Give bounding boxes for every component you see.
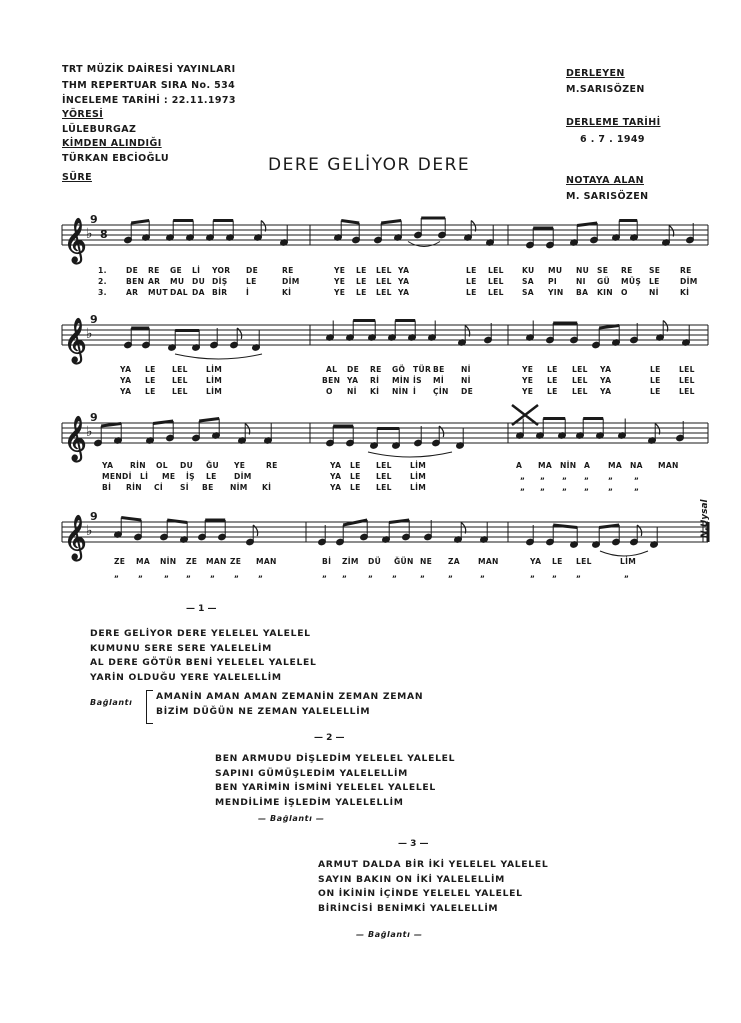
lyric-syllable: DU bbox=[192, 277, 206, 286]
lyric-syllable: DÜ bbox=[368, 557, 382, 566]
lyric-syllable: „ bbox=[608, 472, 614, 481]
verse-2-number: — 2 — bbox=[314, 733, 345, 743]
lyric-syllable: RE bbox=[621, 266, 633, 275]
lyric-syllable: YA bbox=[398, 277, 410, 286]
lyric-syllable: DİM bbox=[282, 277, 300, 286]
lyric-syllable: SE bbox=[649, 266, 661, 275]
lyric-syllable: YE bbox=[234, 461, 246, 470]
lyric-syllable: LEL bbox=[576, 557, 592, 566]
lyric-syllable: LE bbox=[145, 376, 156, 385]
source: TÜRKAN EBCİOĞLU bbox=[62, 153, 170, 164]
verse-2-line: MENDİLİME İŞLEDİM YALELELLİM bbox=[215, 796, 404, 808]
lyric-syllable: ÇİN bbox=[433, 387, 449, 396]
lyric-syllable: LEL bbox=[488, 288, 504, 297]
verse-3-line: SAYIN BAKIN ON İKİ YALELELLİM bbox=[318, 873, 505, 885]
verse-3-line: ARMUT DALDA BİR İKİ YELELEL YALELEL bbox=[318, 859, 549, 870]
lyric-syllable: Nİ bbox=[461, 376, 471, 385]
lyric-syllable: Nİ bbox=[347, 387, 357, 396]
lyric-syllable: YE bbox=[522, 387, 534, 396]
lyric-syllable: SE bbox=[597, 266, 609, 275]
lyric-syllable: ME bbox=[162, 472, 176, 481]
lyric-syllable: MENDİ bbox=[102, 472, 132, 481]
verse-3-number-value: 3 bbox=[410, 839, 417, 849]
verse-1-line: AL DERE GÖTÜR BENİ YELELEL YALELEL bbox=[90, 657, 317, 669]
flat-key-icon: ♭ bbox=[86, 424, 93, 440]
lyric-syllable: LE bbox=[350, 483, 361, 492]
lyric-syllable: DAL bbox=[170, 288, 188, 297]
lyric-syllable: YA bbox=[330, 472, 342, 481]
duration-label: SÜRE bbox=[62, 172, 92, 183]
lyric-syllable: LEL bbox=[679, 376, 695, 385]
lyric-syllable: A bbox=[584, 461, 591, 470]
lyric-syllable: „ bbox=[210, 570, 216, 579]
lyric-syllable: LEL bbox=[376, 266, 392, 275]
lyric-syllable: „ bbox=[624, 570, 630, 579]
lyric-syllable: YE bbox=[334, 288, 346, 297]
verse-2 bbox=[215, 752, 455, 810]
lyric-syllable: „ bbox=[368, 570, 374, 579]
lyric-syllable: „ bbox=[608, 483, 614, 492]
lyric-syllable: Nİ bbox=[461, 365, 471, 374]
lyric-syllable: LEL bbox=[172, 365, 188, 374]
time-signature: 9 bbox=[90, 213, 98, 226]
lyric-syllable: LİM bbox=[206, 376, 223, 385]
lyric-syllable: LİM bbox=[410, 461, 427, 470]
lyric-syllable: SA bbox=[522, 288, 534, 297]
lyric-syllable: YA bbox=[600, 387, 612, 396]
lyric-syllable: LE bbox=[246, 277, 257, 286]
lyric-syllable: NİN bbox=[560, 461, 577, 470]
lyric-syllable: „ bbox=[234, 570, 240, 579]
lyric-syllable: RİN bbox=[130, 461, 146, 470]
lyric-syllable: LİM bbox=[620, 557, 637, 566]
lyric-syllable: Bİ bbox=[322, 557, 332, 566]
lyric-syllable: MAN bbox=[256, 557, 277, 566]
lyric-syllable: DA bbox=[192, 288, 205, 297]
lyric-syllable: MA bbox=[608, 461, 623, 470]
lyric-syllable: OL bbox=[156, 461, 168, 470]
lyric-syllable: LE bbox=[547, 376, 558, 385]
lyric-syllable: „ bbox=[164, 570, 170, 579]
lyric-syllable: ZA bbox=[448, 557, 460, 566]
lyric-syllable: LE bbox=[547, 365, 558, 374]
lyric-syllable: „ bbox=[186, 570, 192, 579]
verse-2-refrain-label: Bağlantı bbox=[270, 814, 313, 823]
lyric-syllable: „ bbox=[342, 570, 348, 579]
lyric-syllable: „ bbox=[258, 570, 264, 579]
region-label: YÖRESİ bbox=[62, 109, 104, 120]
lyric-syllable: RE bbox=[680, 266, 692, 275]
lyric-syllable: Bİ bbox=[102, 483, 112, 492]
flat-key-icon: ♭ bbox=[86, 523, 93, 539]
lyric-syllable: ĞU bbox=[206, 461, 219, 470]
lyric-syllable: LE bbox=[356, 266, 367, 275]
lyric-syllable: ZİM bbox=[342, 557, 359, 566]
lyric-syllable: 3. bbox=[98, 288, 107, 297]
flat-key-icon: ♭ bbox=[86, 226, 93, 242]
lyric-syllable: YA bbox=[330, 483, 342, 492]
lyric-syllable: YA bbox=[347, 376, 359, 385]
verse-2-line: SAPINI GÜMÜŞLEDİM YALELELLİM bbox=[215, 767, 408, 779]
lyric-syllable: DU bbox=[180, 461, 194, 470]
lyric-syllable: MUT bbox=[148, 288, 168, 297]
refrain-bracket bbox=[146, 690, 153, 724]
lyric-syllable: LE bbox=[650, 365, 661, 374]
lyric-syllable: BE bbox=[433, 365, 445, 374]
notation-label: NOTAYA ALAN bbox=[566, 175, 644, 186]
lyric-syllable: YA bbox=[330, 461, 342, 470]
lyric-syllable: RİN bbox=[126, 483, 142, 492]
compiler: M.SARISÖZEN bbox=[566, 84, 645, 95]
lyric-syllable: MÜŞ bbox=[621, 277, 642, 286]
lyric-syllable: DE bbox=[461, 387, 474, 396]
notation-author: M. SARISÖZEN bbox=[566, 191, 649, 202]
lyric-syllable: LİM bbox=[410, 483, 427, 492]
lyric-syllable: NİN bbox=[160, 557, 177, 566]
lyric-syllable: „ bbox=[520, 483, 526, 492]
lyric-syllable: YA bbox=[120, 365, 132, 374]
lyric-syllable: LE bbox=[350, 461, 361, 470]
lyric-syllable: „ bbox=[552, 570, 558, 579]
lyric-syllable: Rİ bbox=[370, 376, 380, 385]
lyric-syllable: LE bbox=[356, 277, 367, 286]
lyric-syllable: „ bbox=[520, 472, 526, 481]
publisher: TRT MÜZİK DAİRESİ YAYINLARI bbox=[62, 64, 236, 75]
lyric-syllable: A bbox=[516, 461, 523, 470]
refrain bbox=[156, 690, 423, 719]
lyric-syllable: DE bbox=[246, 266, 259, 275]
verse-3-refrain: — Bağlantı — bbox=[356, 930, 423, 939]
verse-3-line: ON İKİNİN İÇİNDE YELELEL YALELEL bbox=[318, 888, 523, 900]
lyric-syllable: YE bbox=[522, 376, 534, 385]
lyric-syllable: YA bbox=[120, 387, 132, 396]
lyric-syllable: RE bbox=[282, 266, 294, 275]
verse-3-line: BİRİNCİSİ BENİMKİ YALELELLİM bbox=[318, 902, 499, 914]
lyric-syllable: „ bbox=[392, 570, 398, 579]
lyric-syllable: LE bbox=[552, 557, 563, 566]
verse-1-line: KUMUNU SERE SERE YALELELİM bbox=[90, 642, 273, 654]
lyric-syllable: LE bbox=[206, 472, 217, 481]
lyric-syllable: AR bbox=[126, 288, 139, 297]
lyric-syllable: LEL bbox=[172, 376, 188, 385]
lyric-syllable: RE bbox=[148, 266, 160, 275]
lyric-syllable: Nİ bbox=[649, 288, 659, 297]
lyric-syllable: O bbox=[621, 288, 628, 297]
lyric-syllable: NİN bbox=[392, 387, 409, 396]
lyric-syllable: LEL bbox=[376, 277, 392, 286]
lyric-syllable: MAN bbox=[658, 461, 679, 470]
treble-clef-icon: 𝄞 bbox=[64, 318, 87, 362]
verse-1-line: YARİN OLDUĞU YERE YALELELLİM bbox=[90, 671, 282, 683]
lyric-syllable: „ bbox=[562, 483, 568, 492]
engraver-signature: N.Uysal bbox=[700, 499, 710, 538]
lyric-syllable: LE bbox=[466, 288, 477, 297]
time-signature: 9 bbox=[90, 313, 98, 326]
lyric-syllable: „ bbox=[540, 472, 546, 481]
lyric-syllable: LE bbox=[649, 277, 660, 286]
lyric-syllable: LE bbox=[350, 472, 361, 481]
lyric-syllable: ZE bbox=[230, 557, 242, 566]
time-signature: 9 bbox=[90, 411, 98, 424]
lyric-syllable: YA bbox=[600, 376, 612, 385]
lyric-syllable: GÖ bbox=[392, 365, 406, 374]
lyric-syllable: LİM bbox=[206, 365, 223, 374]
lyric-syllable: YA bbox=[102, 461, 114, 470]
compile-date: 6 . 7 . 1949 bbox=[580, 134, 645, 145]
lyric-syllable: DİŞ bbox=[212, 277, 228, 286]
lyric-syllable: YA bbox=[398, 266, 410, 275]
refrain-line: AMANİN AMAN AMAN ZEMANİN ZEMAN ZEMAN bbox=[156, 691, 424, 702]
lyric-syllable: LE bbox=[466, 266, 477, 275]
lyric-syllable: ZE bbox=[114, 557, 126, 566]
lyric-syllable: LEL bbox=[679, 387, 695, 396]
verse-2-number-value: 2 bbox=[326, 733, 333, 743]
lyric-syllable: BİR bbox=[212, 288, 228, 297]
lyric-syllable: RE bbox=[266, 461, 278, 470]
treble-clef-icon: 𝄞 bbox=[64, 218, 87, 262]
lyric-syllable: 1. bbox=[98, 266, 107, 275]
lyric-syllable: MİN bbox=[392, 376, 410, 385]
lyric-syllable: „ bbox=[576, 570, 582, 579]
verse-1 bbox=[90, 627, 317, 685]
compiler-label: DERLEYEN bbox=[566, 68, 625, 79]
lyric-syllable: LEL bbox=[679, 365, 695, 374]
lyric-syllable: LE bbox=[650, 387, 661, 396]
lyric-syllable: TÜR bbox=[413, 365, 432, 374]
verse-2-refrain: — Bağlantı — bbox=[258, 814, 325, 823]
lyric-syllable: O bbox=[326, 387, 333, 396]
treble-clef-icon: 𝄞 bbox=[64, 515, 87, 559]
verse-1-number-value: 1 bbox=[198, 604, 205, 614]
lyric-syllable: LEL bbox=[376, 461, 392, 470]
lyric-syllable: LEL bbox=[376, 483, 392, 492]
review-date: İNCELEME TARİHİ : 22.11.1973 bbox=[62, 95, 236, 106]
lyric-syllable: LEL bbox=[572, 365, 588, 374]
lyric-syllable: İ bbox=[413, 387, 417, 396]
lyric-syllable: „ bbox=[480, 570, 486, 579]
lyric-syllable: AR bbox=[148, 277, 161, 286]
verse-2-line: BEN ARMUDU DİŞLEDİM YELELEL YALELEL bbox=[215, 753, 456, 764]
time-signature-bottom: 8 bbox=[100, 228, 108, 241]
lyric-syllable: MU bbox=[170, 277, 185, 286]
lyric-syllable: „ bbox=[584, 472, 590, 481]
lyric-syllable: Kİ bbox=[282, 288, 292, 297]
flat-key-icon: ♭ bbox=[86, 326, 93, 342]
lyric-syllable: LE bbox=[547, 387, 558, 396]
lyric-syllable: LEL bbox=[376, 472, 392, 481]
lyric-syllable: BE bbox=[202, 483, 214, 492]
verse-3-number: — 3 — bbox=[398, 839, 429, 849]
lyric-syllable: „ bbox=[420, 570, 426, 579]
lyric-syllable: YIN bbox=[548, 288, 564, 297]
lyric-syllable: LE bbox=[356, 288, 367, 297]
region: LÜLEBURGAZ bbox=[62, 124, 137, 135]
lyric-syllable: LEL bbox=[572, 376, 588, 385]
lyric-syllable: NE bbox=[420, 557, 433, 566]
lyric-syllable: MA bbox=[136, 557, 151, 566]
lyric-syllable: LE bbox=[466, 277, 477, 286]
lyric-syllable: NA bbox=[630, 461, 643, 470]
lyric-syllable: BEN bbox=[126, 277, 145, 286]
lyric-syllable: İ bbox=[246, 288, 250, 297]
lyric-syllable: DİM bbox=[680, 277, 698, 286]
lyric-syllable: „ bbox=[322, 570, 328, 579]
lyric-syllable: NU bbox=[576, 266, 590, 275]
lyric-syllable: MU bbox=[548, 266, 563, 275]
lyric-syllable: YE bbox=[334, 266, 346, 275]
lyric-syllable: YA bbox=[120, 376, 132, 385]
lyric-syllable: YOR bbox=[212, 266, 231, 275]
lyric-syllable: İS bbox=[413, 376, 422, 385]
lyric-syllable: GE bbox=[170, 266, 183, 275]
lyric-syllable: DE bbox=[126, 266, 139, 275]
repertoire-number: THM REPERTUAR SIRA No. 534 bbox=[62, 80, 236, 91]
lyric-syllable: YA bbox=[600, 365, 612, 374]
verse-2-line: BEN YARİMİN İSMİNİ YELELEL YALELEL bbox=[215, 782, 436, 794]
lyric-syllable: LE bbox=[145, 365, 156, 374]
refrain-line: BİZİM DÜĞÜN NE ZEMAN YALELELLİM bbox=[156, 705, 371, 717]
lyric-syllable: MA bbox=[538, 461, 553, 470]
song-title: DERE GELİYOR DERE bbox=[268, 155, 471, 175]
lyric-syllable: PI bbox=[548, 277, 557, 286]
lyric-syllable: YE bbox=[522, 365, 534, 374]
verse-3-refrain-label: Bağlantı bbox=[368, 930, 411, 939]
lyric-syllable: MAN bbox=[206, 557, 227, 566]
lyric-syllable: ZE bbox=[186, 557, 198, 566]
lyric-syllable: „ bbox=[114, 570, 120, 579]
verse-1-number: — 1 — bbox=[186, 604, 217, 614]
lyric-syllable: BEN bbox=[322, 376, 341, 385]
lyric-syllable: Kİ bbox=[262, 483, 272, 492]
lyric-syllable: 2. bbox=[98, 277, 107, 286]
lyric-syllable: NİM bbox=[230, 483, 248, 492]
lyric-syllable: LEL bbox=[572, 387, 588, 396]
lyric-syllable: LE bbox=[650, 376, 661, 385]
lyric-syllable: LE bbox=[145, 387, 156, 396]
lyric-syllable: SA bbox=[522, 277, 534, 286]
lyric-syllable: „ bbox=[634, 483, 640, 492]
lyric-syllable: Mİ bbox=[433, 376, 444, 385]
lyric-syllable: Kİ bbox=[370, 387, 380, 396]
lyric-syllable: İŞ bbox=[186, 472, 195, 481]
lyric-syllable: BA bbox=[576, 288, 589, 297]
lyric-syllable: DE bbox=[347, 365, 360, 374]
lyric-syllable: RE bbox=[370, 365, 382, 374]
treble-clef-icon: 𝄞 bbox=[64, 416, 87, 460]
compile-date-label: DERLEME TARİHİ bbox=[566, 117, 661, 128]
lyric-syllable: „ bbox=[562, 472, 568, 481]
lyric-syllable: MAN bbox=[478, 557, 499, 566]
lyric-syllable: AL bbox=[326, 365, 338, 374]
lyric-syllable: KU bbox=[522, 266, 535, 275]
lyric-syllable: Lİ bbox=[192, 266, 201, 275]
lyric-syllable: DİM bbox=[234, 472, 252, 481]
lyric-syllable: YA bbox=[398, 288, 410, 297]
lyric-syllable: Lİ bbox=[140, 472, 149, 481]
lyric-syllable: GÜ bbox=[597, 277, 610, 286]
verse-1-line: DERE GELİYOR DERE YELELEL YALELEL bbox=[90, 628, 311, 639]
lyric-syllable: LEL bbox=[376, 288, 392, 297]
lyric-syllable: Kİ bbox=[680, 288, 690, 297]
lyric-syllable: „ bbox=[138, 570, 144, 579]
lyric-syllable: „ bbox=[530, 570, 536, 579]
lyric-syllable: „ bbox=[448, 570, 454, 579]
lyric-syllable: Cİ bbox=[154, 483, 163, 492]
source-label: KİMDEN ALINDIĞI bbox=[62, 138, 162, 149]
lyric-syllable: LEL bbox=[172, 387, 188, 396]
lyric-syllable: LİM bbox=[206, 387, 223, 396]
lyric-syllable: LEL bbox=[488, 277, 504, 286]
time-signature: 9 bbox=[90, 510, 98, 523]
lyric-syllable: ĞÜN bbox=[394, 557, 414, 566]
lyric-syllable: LEL bbox=[488, 266, 504, 275]
lyric-syllable: YA bbox=[530, 557, 542, 566]
lyric-syllable: LİM bbox=[410, 472, 427, 481]
lyric-syllable: KIN bbox=[597, 288, 613, 297]
verse-3 bbox=[318, 858, 548, 916]
lyric-syllable: „ bbox=[584, 483, 590, 492]
lyric-syllable: Sİ bbox=[180, 483, 189, 492]
lyric-syllable: YE bbox=[334, 277, 346, 286]
lyric-syllable: „ bbox=[540, 483, 546, 492]
lyric-syllable: NI bbox=[576, 277, 586, 286]
lyric-syllable: „ bbox=[634, 472, 640, 481]
refrain-label: Bağlantı bbox=[90, 698, 133, 707]
